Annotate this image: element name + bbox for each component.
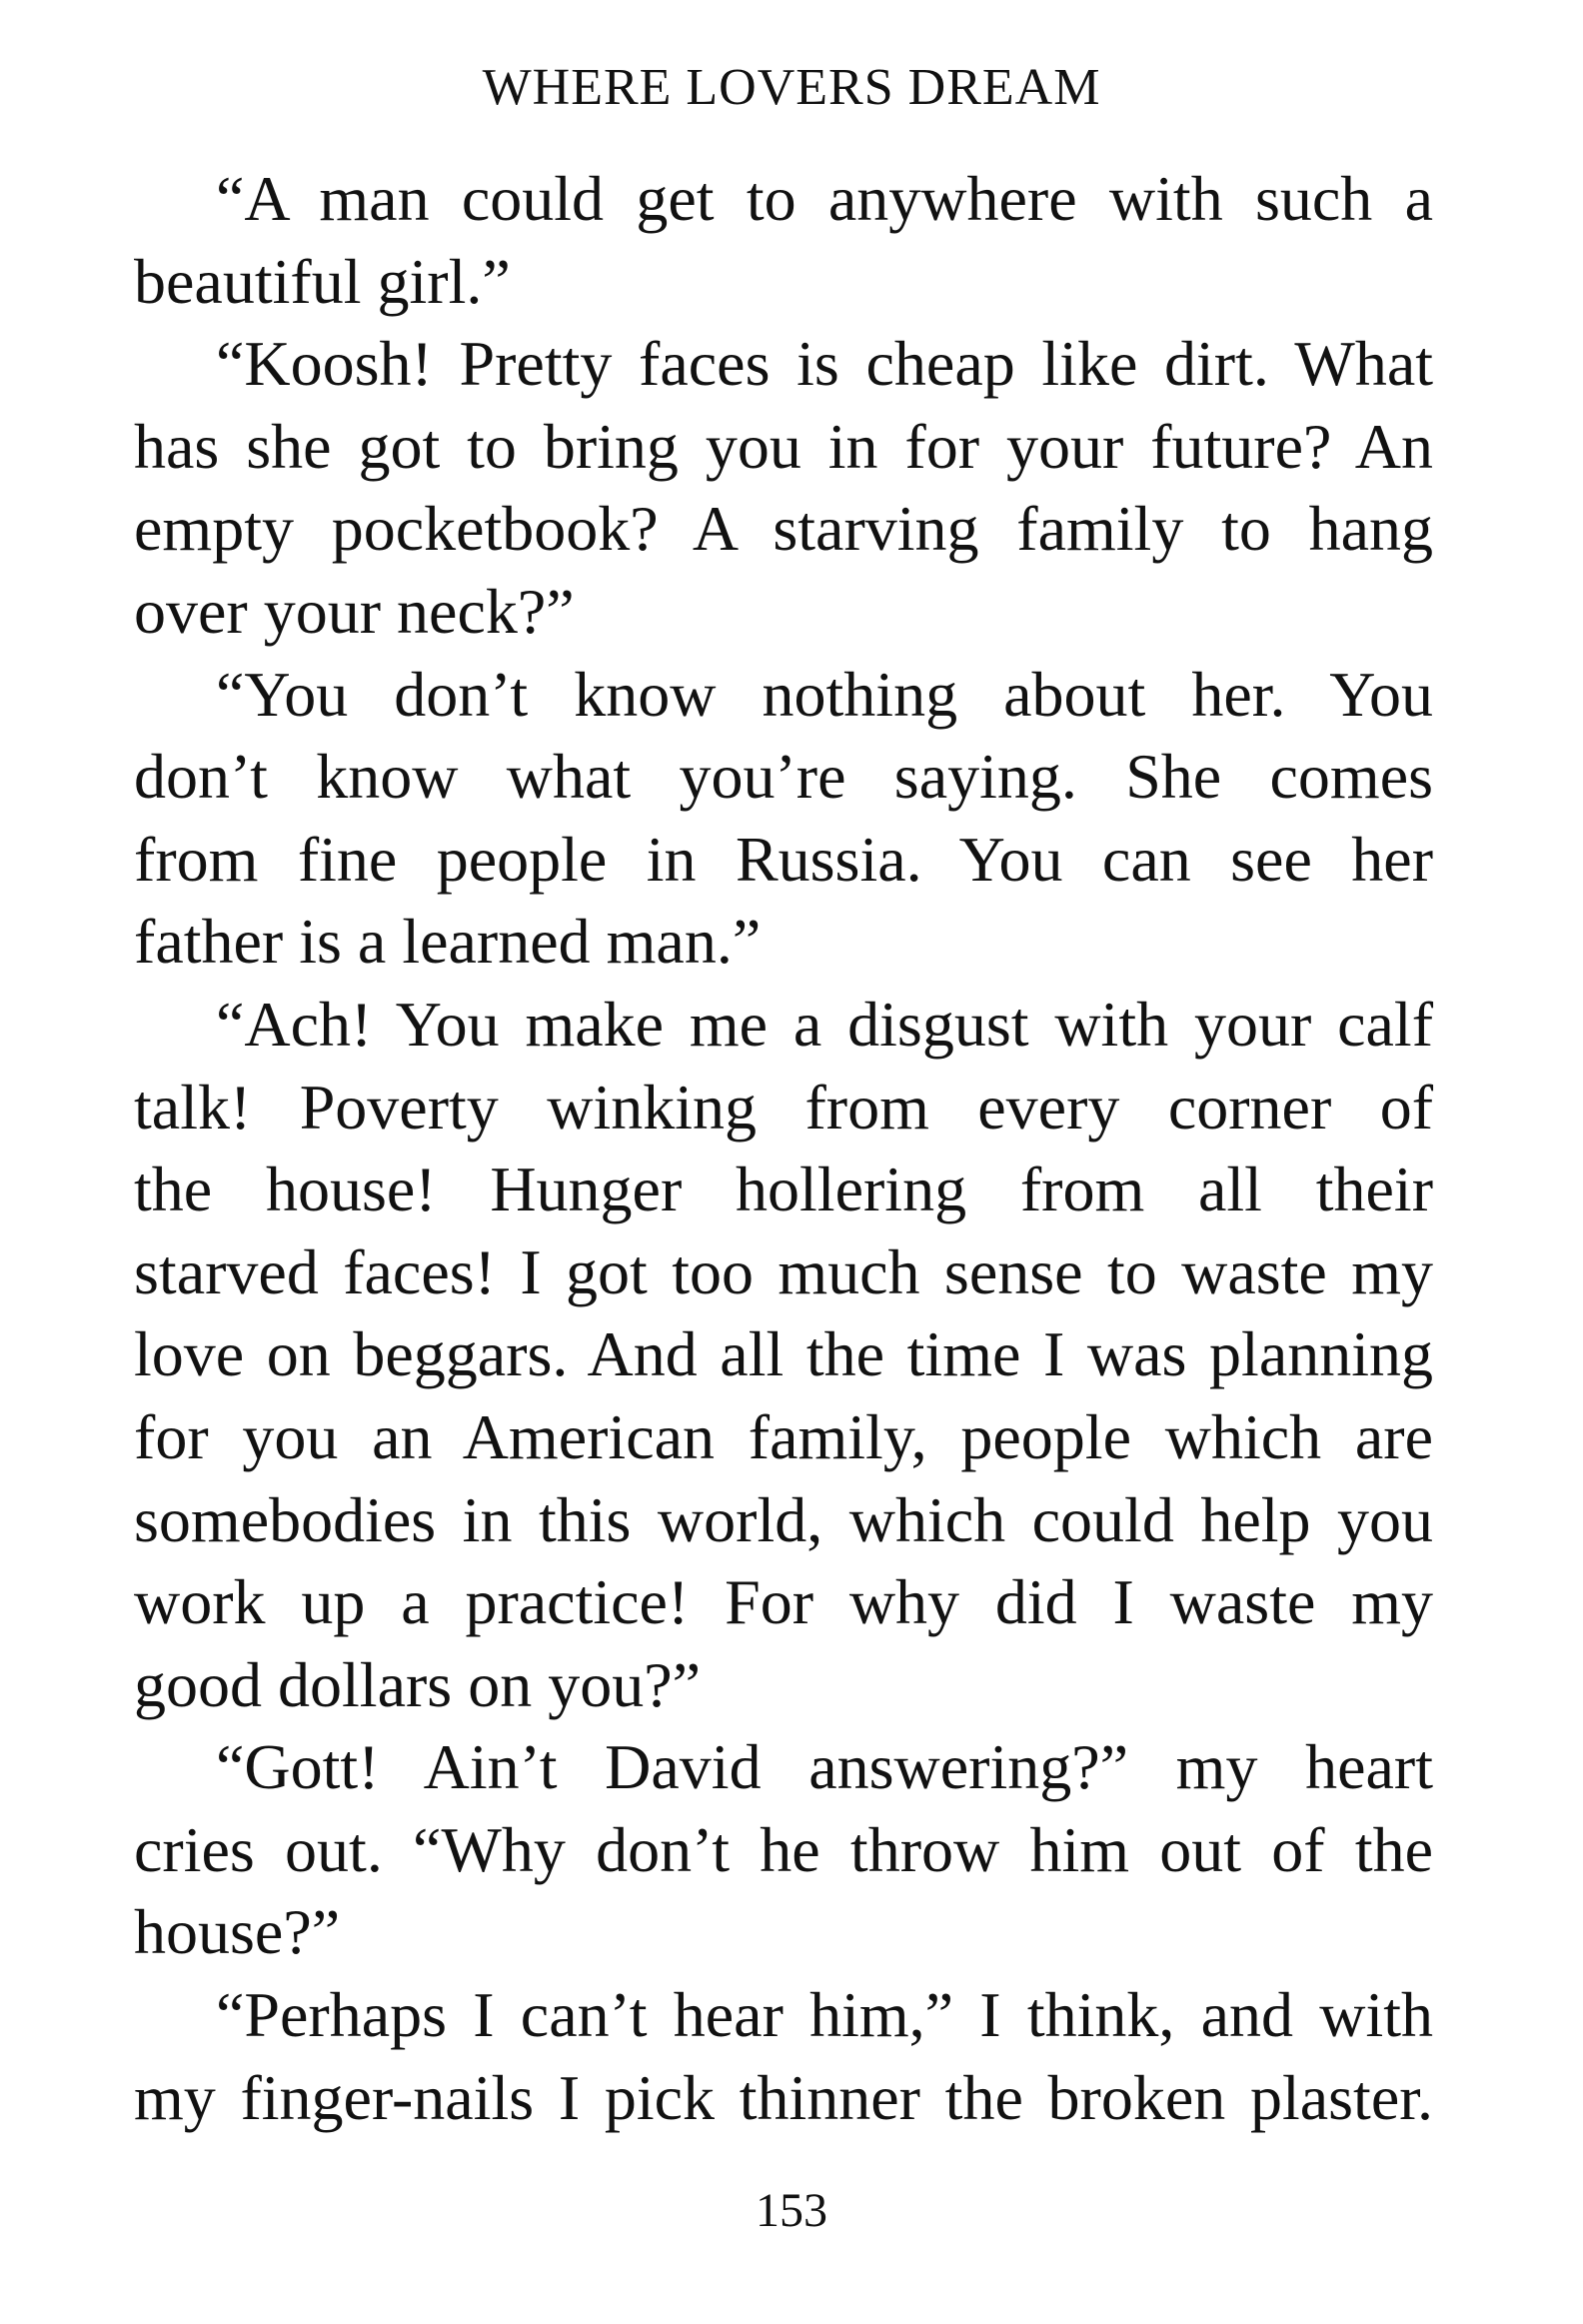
text-line: my finger-nails I pick thinner the broken plaster. <box>134 2061 1433 2133</box>
text-line: “You don’t know nothing about her. You <box>216 658 1433 730</box>
text-line: “Koosh! Pretty faces is cheap like dirt. What <box>216 328 1433 400</box>
page-number: 153 <box>756 2184 827 2237</box>
text-line: talk! Poverty winking from every corner of <box>134 1071 1433 1143</box>
text-line: “Ach! You make me a disgust with your calf <box>216 988 1433 1060</box>
text-line: over your neck?” <box>134 575 575 647</box>
text-line: from fine people in Russia. You can see her <box>134 823 1433 895</box>
text-line: cries out. “Why don’t he throw him out of the <box>134 1813 1433 1885</box>
running-head: WHERE LOVERS DREAM <box>482 59 1101 116</box>
text-line: “A man could get to anywhere with such a <box>216 163 1433 234</box>
text-line: beautiful girl.” <box>134 245 511 317</box>
text-line: somebodies in this world, which could help you <box>134 1483 1433 1555</box>
text-line: empty pocketbook? A starving family to hang <box>134 493 1433 565</box>
text-line: love on beggars. And all the time I was planning <box>134 1318 1433 1390</box>
text-line: don’t know what you’re saying. She comes <box>134 741 1433 813</box>
text-line: for you an American family, people which are <box>134 1400 1433 1472</box>
text-line: work up a practice! For why did I waste my <box>134 1566 1433 1638</box>
text-line: “Perhaps I can’t hear him,” I think, and with <box>216 1979 1433 2051</box>
text-line: father is a learned man.” <box>134 906 762 978</box>
text-line: the house! Hunger hollering from all their <box>134 1154 1433 1225</box>
text-line: house?” <box>134 1896 341 1968</box>
body-text <box>134 158 1433 2139</box>
text-line: “Gott! Ain’t David answering?” my heart <box>216 1731 1433 1803</box>
text-line: good dollars on you?” <box>134 1648 701 1720</box>
text-line: has she got to bring you in for your future? An <box>134 410 1433 482</box>
text-line: starved faces! I got too much sense to waste my <box>134 1235 1433 1307</box>
